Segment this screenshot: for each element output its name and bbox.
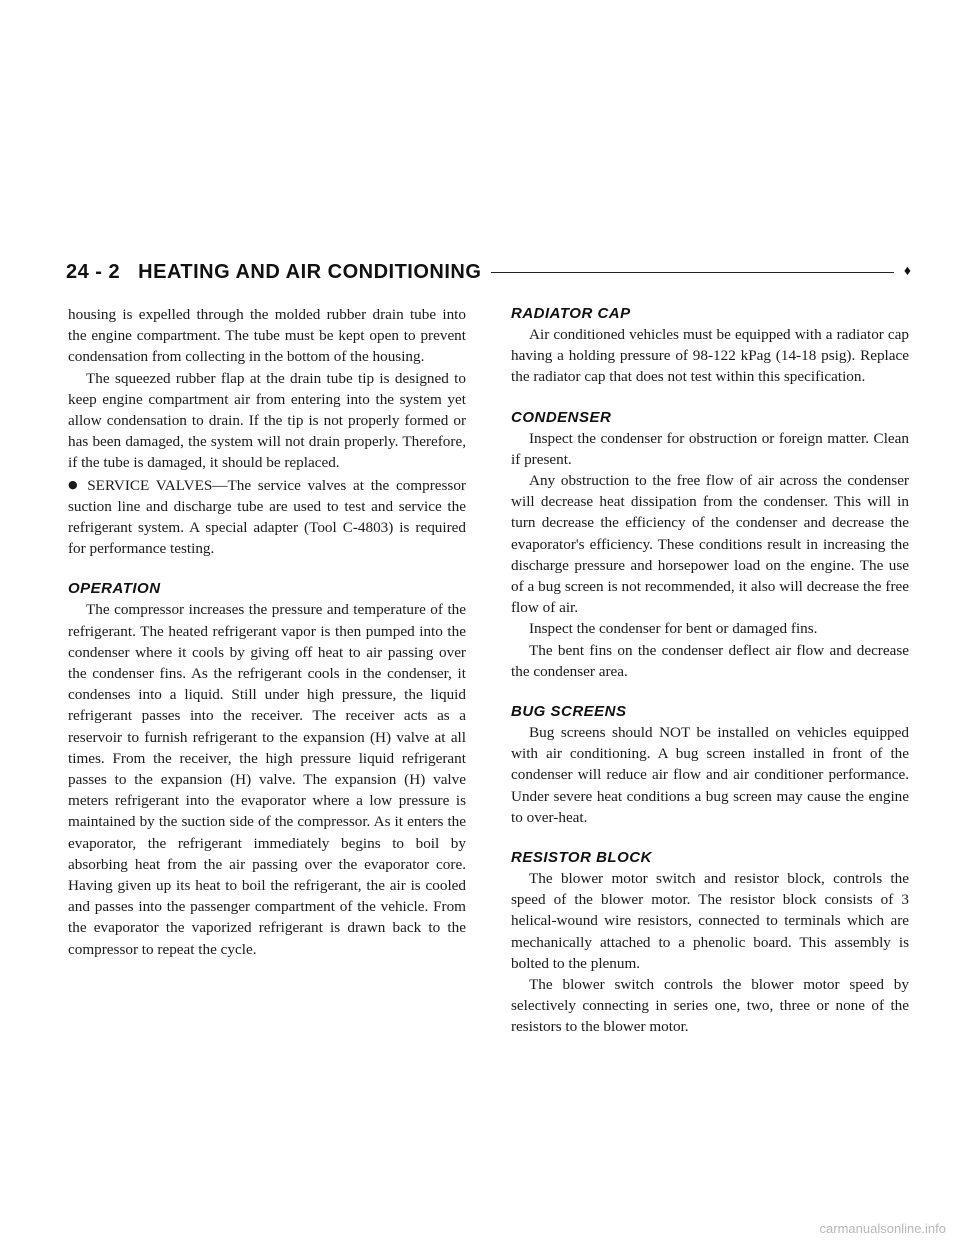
diamond-icon: ♦ [903, 264, 911, 279]
page-header [66, 258, 911, 286]
section-gap [68, 559, 466, 579]
heading-bug-screens: BUG SCREENS [511, 703, 627, 721]
service-valves-text: SERVICE VALVES—The service valves at the compressor suction line and discharge tube are used to test and service the refrigerant system. A special adapter (Tool C-4803) is required for performance testing. [68, 476, 466, 558]
paragraph-blower-switch: The blower switch controls the blower motor speed by selectively connecting in series one, two, three or none of the resistors to the blower motor. [511, 976, 909, 1036]
paragraph-resistor-block: The blower motor switch and resistor block, controls the speed of the blower motor. The resistor block consists of 3 helical-wound wire resistors, connected to terminals which are mechanically attached to a phenolic board. This assembly is bolted to the plenum. [511, 870, 909, 972]
section-gap [511, 388, 909, 408]
heading-radiator-cap: RADIATOR CAP [511, 305, 631, 322]
section-gap [511, 682, 909, 702]
section-gap [511, 828, 909, 848]
left-column [68, 304, 466, 960]
header-rule [491, 272, 893, 273]
footer-watermark: carmanualsonline.info [819, 1221, 946, 1236]
paragraph-rubber-flap: The squeezed rubber flap at the drain tube tip is designed to keep engine compartment air from entering into the system yet allow condensation to drain. If the tip is not properly formed or has been damaged, the system will not drain properly. Therefore, if the tube is damaged, it should be replaced. [68, 369, 466, 472]
heading-operation: OPERATION [68, 580, 161, 598]
section-title: HEATING AND AIR CONDITIONING [138, 260, 482, 283]
paragraph-condenser-bent-fins: The bent fins on the condenser deflect air flow and decrease the condenser area. [511, 641, 909, 680]
paragraph-condenser-inspect: Inspect the condenser for obstruction or foreign matter. Clean if present. [511, 429, 909, 468]
page-number: 24 - 2 [66, 260, 121, 283]
right-column [511, 304, 909, 1038]
paragraph-operation: The compressor increases the pressure and temperature of the refrigerant. The heated refrigerant vapor is then pumped into the condenser where it cools by giving off heat to air passing over the condenser fins. As the refrigerant cools in the condenser, it condenses into a liquid. Still under high pressure, the liquid refrigerant passes into the receiver. The receiver acts as a reservoir to furnish refrigerant to the expansion (H) valve at all times. From the receiver, the high pressure liquid refrigerant passes to the expansion (H) valve. The expansion (H) valve meters refrigerant into the evaporator where a low pressure is maintained by the suction side of the compressor. As it enters the evaporator, the refrigerant immediately begins to boil by absorbing heat from the air passing over the evaporator core. Having given up its heat to boil the refrigerant, the air is cooled and passes into the passenger compartment of the vehicle. From the evaporator the vaporized refrigerant is drawn back to the compressor to repeat the cycle. [68, 601, 466, 958]
paragraph-housing-drain: housing is expelled through the molded rubber drain tube into the engine compartment. The tube must be kept open to prevent condensation from collecting in the bottom of the housing. [68, 306, 466, 366]
paragraph-radiator-cap: Air conditioned vehicles must be equipped with a radiator cap having a holding pressure of 98-122 kPag (14-18 psig). Replace the radiator cap that does not test within this specification. [511, 326, 909, 386]
bullet-icon: ● [68, 477, 81, 491]
paragraph-condenser-fins: Inspect the condenser for bent or damaged fins. [529, 620, 818, 638]
heading-resistor-block: RESISTOR BLOCK [511, 849, 652, 867]
heading-condenser: CONDENSER [511, 408, 612, 426]
paragraph-bug-screens: Bug screens should NOT be installed on vehicles equipped with air conditioning. A bug screen installed in front of the condenser will reduce air flow and air conditioner performance. Under severe heat conditions a bug screen may cause the engine to over-heat. [511, 724, 909, 826]
paragraph-service-valves [68, 474, 466, 560]
paragraph-condenser-obstruction: Any obstruction to the free flow of air across the condenser will decrease heat dissipation from the condenser. This will in turn decrease the efficiency of the condenser and decrease the evaporator's efficiency. These conditions result in increasing the discharge pressure and horsepower load on the engine. The use of a bug screen is not recommended, it also will decrease the free flow of air. [511, 472, 909, 617]
